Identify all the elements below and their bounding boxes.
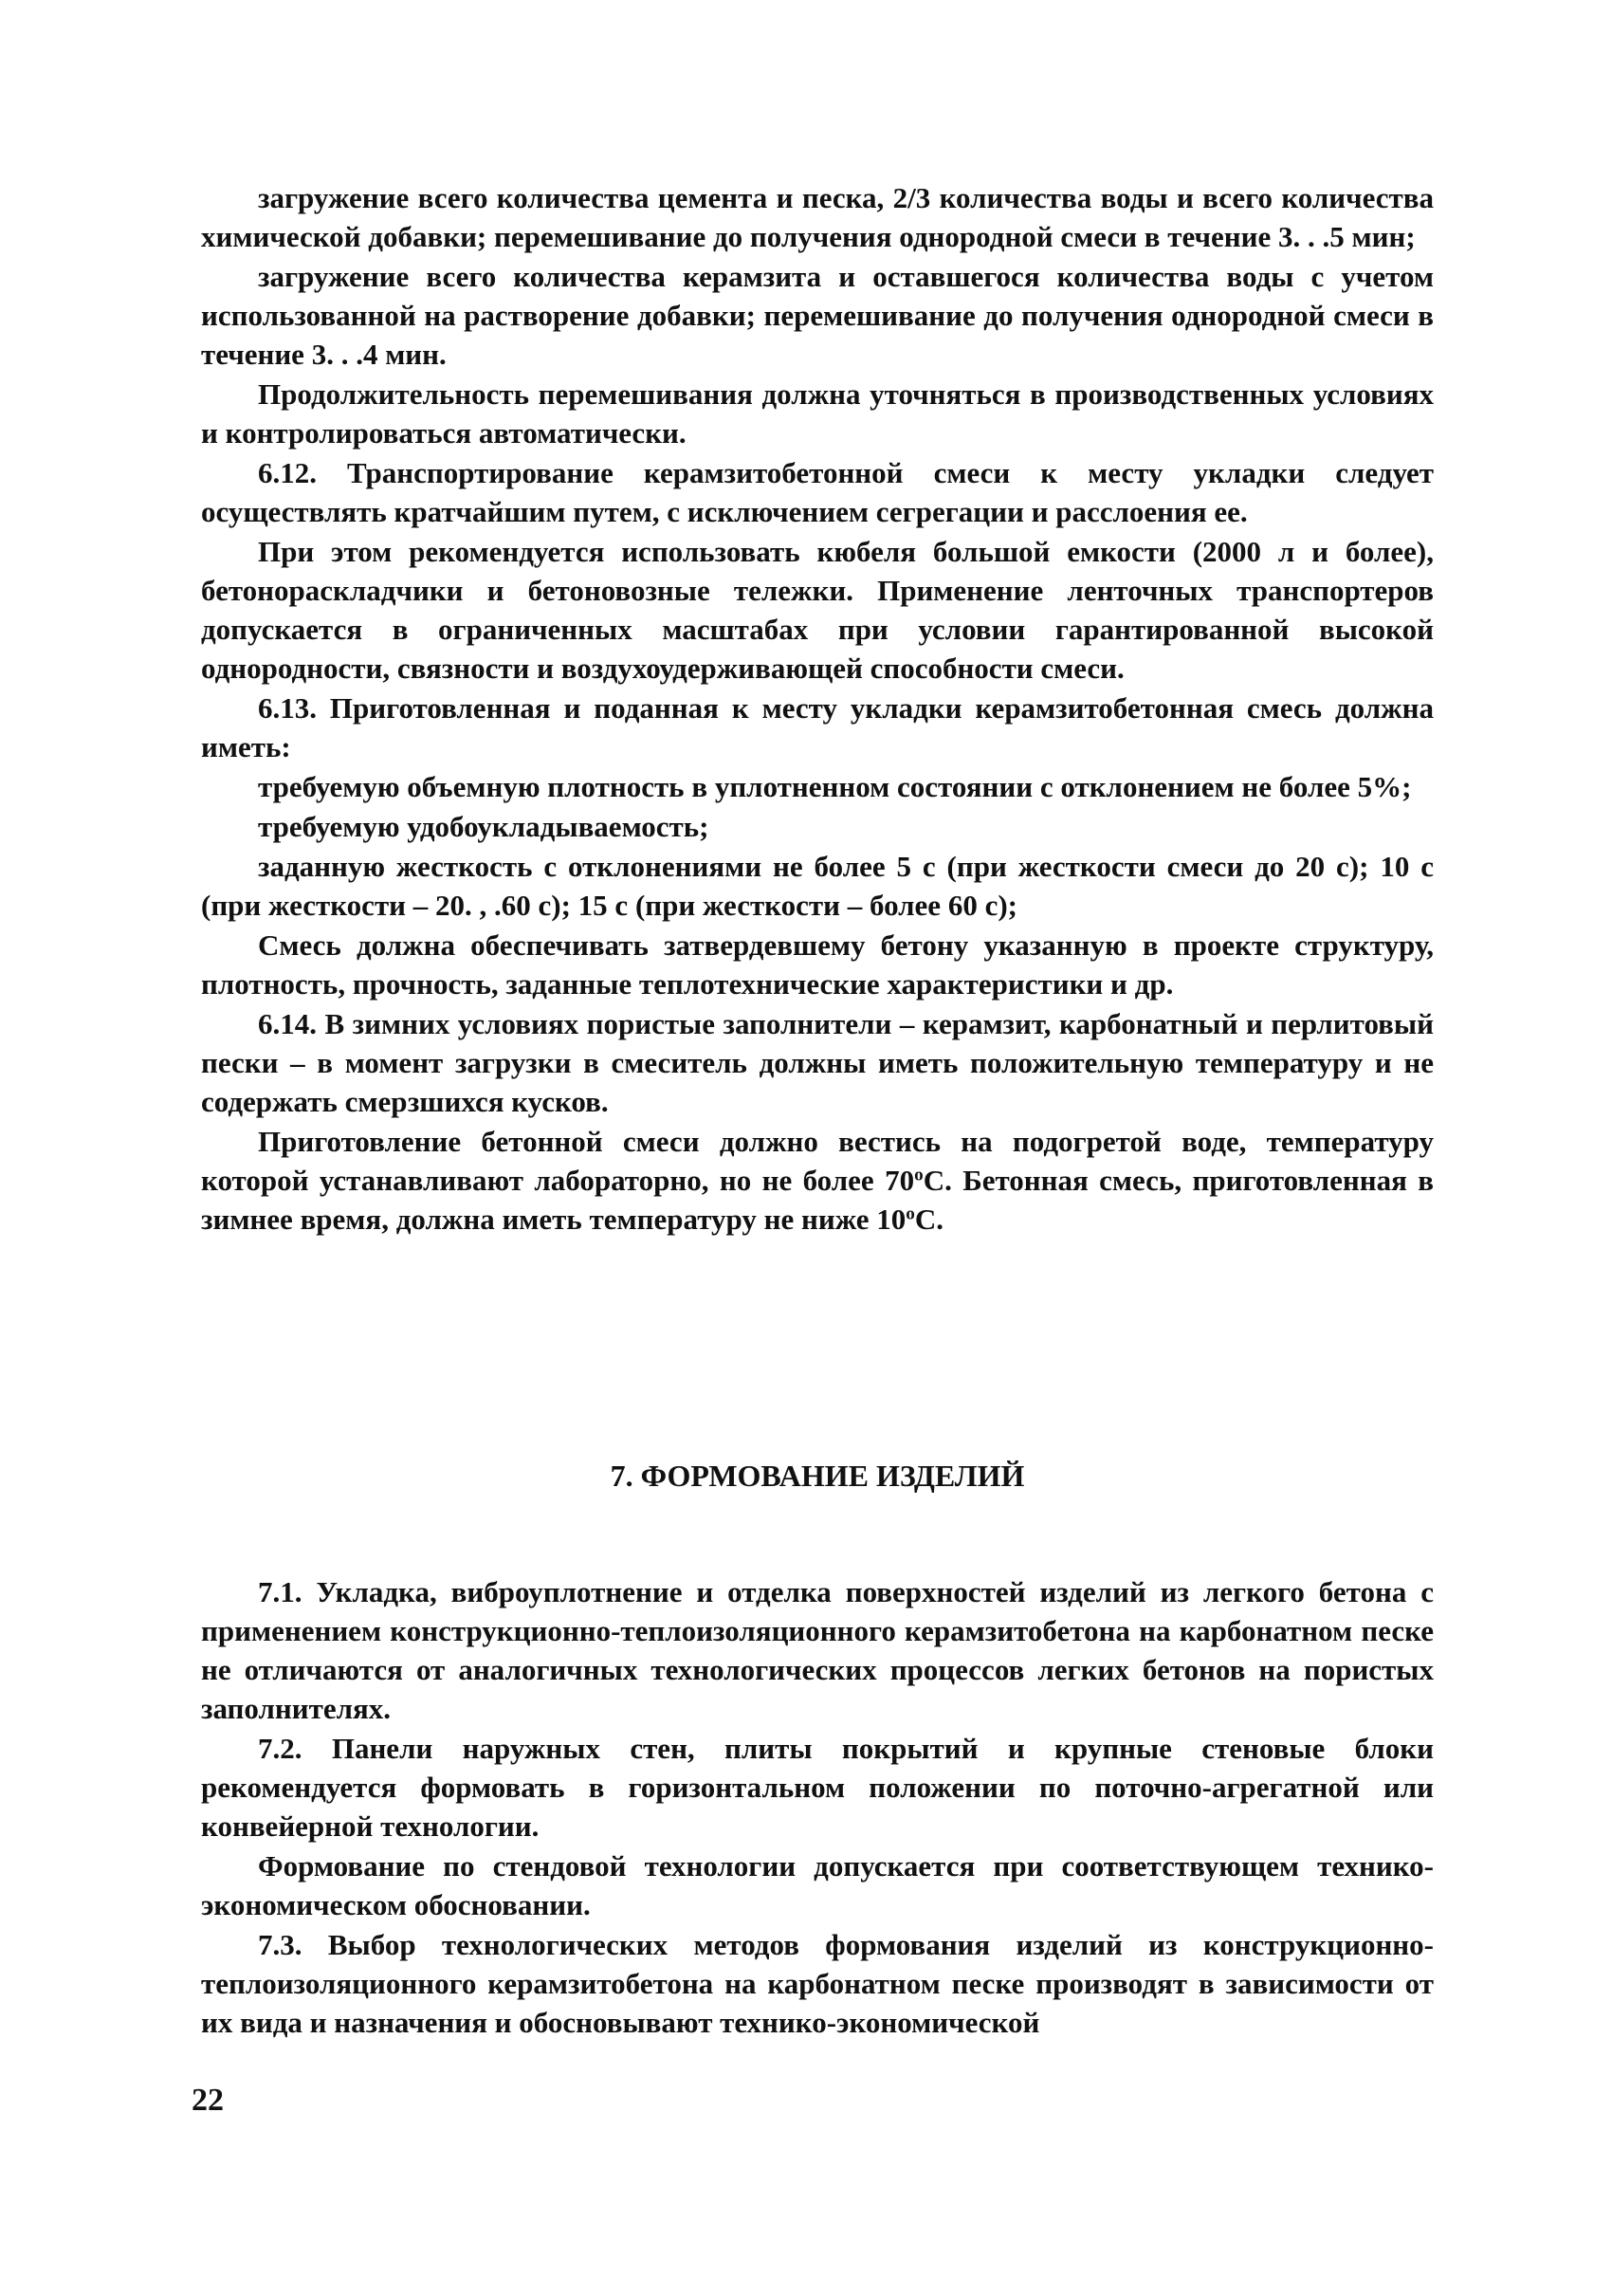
paragraph-text: загружение всего количества цемента и песка, 2/3 количества воды и всего количества химической добавки; перемешивание до получения однородной смеси в течение 3. . .5 мин; — [201, 181, 1434, 253]
paragraph-text: Транспортирование керамзитобетонной смеси к месту укладки следует осуществлять кратчайшим путем, с исключением сегрегации и расслоения ее. — [201, 456, 1434, 528]
paragraph — [201, 375, 1434, 452]
paragraph — [201, 257, 1434, 374]
paragraph — [201, 926, 1434, 1003]
paragraph — [201, 1122, 1434, 1239]
paragraph — [201, 532, 1434, 688]
paragraph-text: Формование по стендовой технологии допускается при соответствующем технико-экономическом обосновании. — [201, 1849, 1434, 1921]
paragraph-text: Панели наружных стен, плиты покрытий и крупные стеновые блоки рекомендуется формовать в горизонтальном положении по поточно-агрегатной или конвейерной технологии. — [201, 1732, 1434, 1843]
paragraph — [201, 1925, 1434, 2042]
paragraph-text: заданную жесткость с отклонениями не более 5 с (при жесткости смеси до 20 с); 10 с (при жесткости – 20. , .60 с); 15 с (при жесткости – более 60 с); — [201, 850, 1434, 922]
paragraph-text: С. — [914, 1203, 944, 1236]
paragraph-text: Смесь должна обеспечивать затвердевшему бетону указанную в проекте структуру, плотность, прочность, заданные теплотехнические характеристики и др. — [201, 928, 1434, 1001]
page-number: 22 — [192, 2083, 224, 2118]
degree-sign: о — [906, 1203, 915, 1224]
paragraph-text: загружение всего количества керамзита и оставшегося количества воды с учетом использованной на растворение добавки; перемешивание до получения однородной смеси в течение 3. . .4 мин. — [201, 260, 1434, 371]
paragraph — [201, 1004, 1434, 1121]
paragraph — [201, 689, 1434, 766]
clause-number: 6.13. — [258, 691, 317, 725]
paragraph-text: Укладка, виброуплотнение и отделка поверхностей изделий из легкого бетона с применением конструкционно-теплоизоляционного керамзитобетона на карбонатном песке не отличаются от аналогичных технологических процессов легких бетонов на пористых заполнителях. — [201, 1575, 1434, 1725]
section-heading: 7. ФОРМОВАНИЕ ИЗДЕЛИЙ — [610, 1459, 1025, 1493]
paragraph-text: Выбор технологических методов формования изделий из конструкционно-теплоизоляционного керамзитобетона на карбонатном песке производят в зависимости от их вида и назначения и обосновывают технико-экономической — [201, 1928, 1434, 2039]
paragraph — [201, 807, 1434, 846]
clause-number: 6.12. — [258, 456, 317, 489]
paragraph — [201, 1846, 1434, 1924]
body-text-lower — [201, 1572, 1434, 2042]
paragraph-text: Приготовленная и поданная к месту укладки керамзитобетонная смесь должна иметь: — [201, 691, 1434, 763]
clause-number: 7.2. — [258, 1732, 302, 1765]
paragraph-text: С. Бетонная смесь, приготовленная в зимнее время, должна иметь температуру не ниже 10 — [201, 1164, 1434, 1236]
paragraph — [201, 1572, 1434, 1728]
clause-number: 7.3. — [258, 1928, 302, 1961]
body-text-upper — [201, 178, 1434, 1239]
paragraph — [201, 847, 1434, 925]
paragraph — [201, 178, 1434, 256]
paragraph-text: Продолжительность перемешивания должна уточняться в производственных условиях и контролироваться автоматически. — [201, 377, 1434, 450]
paragraph-text: При этом рекомендуется использовать кюбеля большой емкости (2000 л и более), бетонораскладчики и бетоновозные тележки. Применение ленточных транспортеров допускается в ограниченных масштабах при условии гарантированной высокой однородности, связности и воздухоудерживающей способности смеси. — [201, 535, 1434, 685]
paragraph-text: требуемую объемную плотность в уплотненном состоянии с отклонением не более 5%; — [258, 770, 1412, 803]
degree-sign: о — [914, 1165, 924, 1185]
paragraph — [201, 1729, 1434, 1846]
paragraph-text: В зимних условиях пористые заполнители – керамзит, карбонатный и перлитовый пески – в момент загрузки в смеситель должны иметь положительную температуру и не содержать смерзшихся кусков. — [201, 1007, 1434, 1118]
paragraph-text: требуемую удобоукладываемость; — [258, 810, 709, 843]
paragraph — [201, 453, 1434, 531]
paragraph — [201, 767, 1434, 806]
paragraph-text: Приготовление бетонной смеси должно вестись на подогретой воде, температуру которой устанавливают лабораторно, но не более 70 — [201, 1125, 1434, 1197]
clause-number: 6.14. — [258, 1007, 317, 1040]
clause-number: 7.1. — [258, 1575, 302, 1608]
